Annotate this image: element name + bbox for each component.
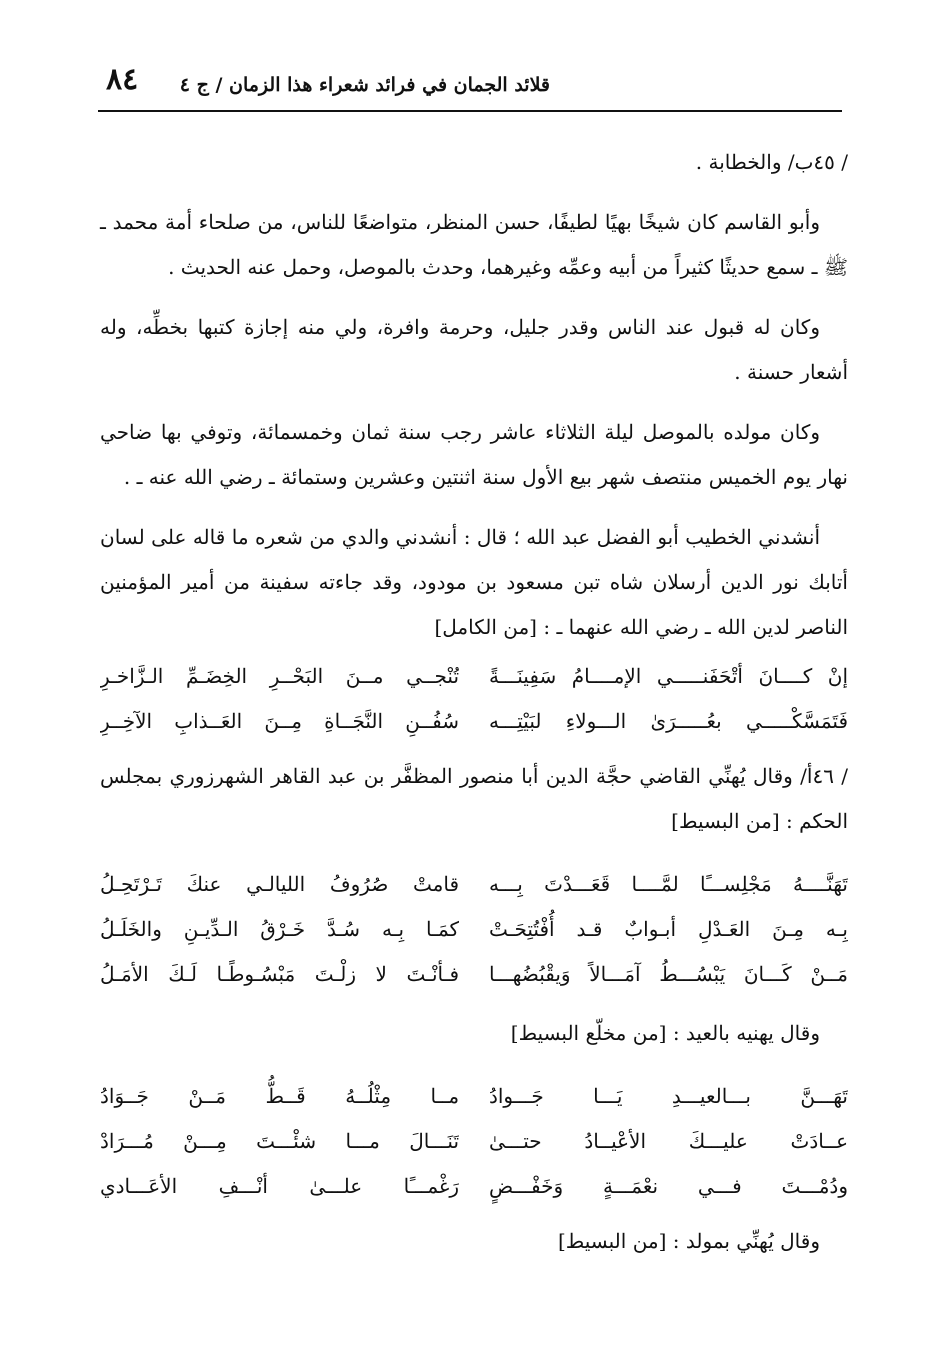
verse-row <box>100 1074 848 1119</box>
page-body <box>100 140 848 1264</box>
verse-row <box>100 1119 848 1164</box>
poem3-intro-text: وقال يهنيه بالعيد : <box>672 1021 820 1045</box>
poem3-intro <box>100 1011 848 1056</box>
page-number: ٨٤ <box>106 62 139 97</box>
paragraph-birth-death: وكان مولده بالموصل ليلة الثلاثاء عاشر رجب سنة ثمان وخمسمائة، وتوفي بها ضاحي نهار يوم الخميس منتصف شهر بيع الأول سنة اثنتين وعشرين وستمائة ـ رضي الله عنه ـ . <box>100 420 848 489</box>
verse-second-hemistich: سُفُــنِ النَّجَــاةِ مِــنَ العَــذابِ الآخِــرِ <box>100 709 460 733</box>
verse-row <box>100 952 848 997</box>
verse-first-hemistich: إنْ كــــانَ أتْحَفَنـــــي الإمــــامُ سَفِينَـــةً <box>488 664 848 688</box>
poem2-verses <box>100 862 848 997</box>
verse-row <box>100 1164 848 1209</box>
poem3-meter: [من مخلّع البسيط] <box>510 1021 667 1045</box>
verse-first-hemistich: ودُمْـــتَ فـــي نعْمَـــةٍ وَخَفْـــضٍ <box>488 1174 848 1198</box>
running-title: قلائد الجمان في فرائد شعراء هذا الزمان / ج ٤ <box>179 74 550 96</box>
poem1-meter: [من الكامل] <box>434 615 537 639</box>
poem4-meter: [من البسيط] <box>557 1229 667 1253</box>
verse-second-hemistich: فـأنْـتَ لا زلْـتَ مَبْسُـوطًـا لَـكَ الأمَـلُ <box>100 962 460 986</box>
poem4-intro <box>100 1219 848 1264</box>
paragraph-acceptance: وكان له قبول عند الناس وقدر جليل، وحرمة وافرة، ولي منه إجازة كتبها بخطِّه، وله أشعار حسنة . <box>100 315 848 384</box>
verse-row <box>100 907 848 952</box>
verse-first-hemistich: بِـه مِـنَ العَـدْلِ أبـوابٌ قـد أُفْتُتِحَـتْ <box>488 917 848 941</box>
verse-second-hemistich: تَنَـــالَ مـــا شئْـــتَ مِـــنْ مُـــرَادْ <box>100 1129 460 1153</box>
verse-second-hemistich: تُنْجــي مــنَ البَحْــرِ الخِضَـمِّ الـزَّاخـرِ <box>100 664 460 688</box>
page-header <box>98 58 842 112</box>
paragraph-abu-alqasim: وأبو القاسم كان شيخًا بهيًا لطيفًا، حسن المنظر، متواضعًا للناس، من صلحاء أمة محمد ـ ﷺ ـ سمع حديثًا كثيراً من أبيه وعمِّه وغيرهما، وحدث بالموصل، وحمل عنه الحديث . <box>100 210 848 279</box>
poem4-intro-text: وقال يُهنِّي بمولد : <box>672 1229 820 1253</box>
poem2-intro <box>100 754 848 844</box>
verse-first-hemistich: عــادَتْ عليـــكَ الأعْيــادُ حتـــىٰ <box>488 1129 848 1153</box>
poem1-intro-text: أنشدني الخطيب أبو الفضل عبد الله ؛ قال : أنشدني والدي من شعره ما قاله على لسان أتابك نور الدين أرسلان شاه تبن مسعود بن مودود، وقد جاءته سفينة من أمير المؤمنين الناصر لدين الله ـ رضي الله عنهما ـ : <box>100 525 848 639</box>
verse-row <box>100 699 848 744</box>
verse-first-hemistich: مَــنْ كَـــانَ يَبْسُـــطُ آمَـــالاً وَيقْبُضُهـــا <box>488 962 848 986</box>
poem3-verses <box>100 1074 848 1209</box>
verse-first-hemistich: تَهَـــنَّ بـــالعيـــدِ يَـــا جَـــوادُ <box>488 1084 848 1108</box>
verse-row <box>100 654 848 699</box>
verse-second-hemistich: رَغْمـــًا علـــىٰ أنْـــفِ الأعَـــادي <box>100 1174 460 1198</box>
poem1-verses <box>100 654 848 744</box>
verse-second-hemistich: كمَـا بِـه سُـدَّ خَـرْقُ الـدِّيـنِ والخَلَـلُ <box>100 917 460 941</box>
verse-first-hemistich: تَهَنَّــــهُ مَجْلِســـًا لمَّــــا قَعَـــدْتَ بِـــه <box>488 872 848 896</box>
verse-row <box>100 862 848 907</box>
verse-first-hemistich: فَتَمَسَّكْـــــي بعُـــــرَىٰ الـــولاءِ لبَيْتِـــه <box>488 709 848 733</box>
poem1-intro <box>100 515 848 650</box>
opening-line: / ٤٥ب/ والخطابة . <box>695 150 848 174</box>
poem2-meter: [من البسيط] <box>671 809 780 833</box>
verse-second-hemistich: مــا مِثْلُــهُ قَــطُّ مَــنْ جَــوَادُ <box>100 1084 460 1108</box>
poem2-intro-text: / ٤٦أ/ وقال يُهنِّي القاضي حجَّة الدين أبا منصور المظفَّر بن عبد القاهر الشهرزوري بمجلس الحكم : <box>100 764 848 833</box>
verse-second-hemistich: قامتْ صُرُوفُ الليالـي عنكَ تَـرْتَحِـلُ <box>100 872 460 896</box>
